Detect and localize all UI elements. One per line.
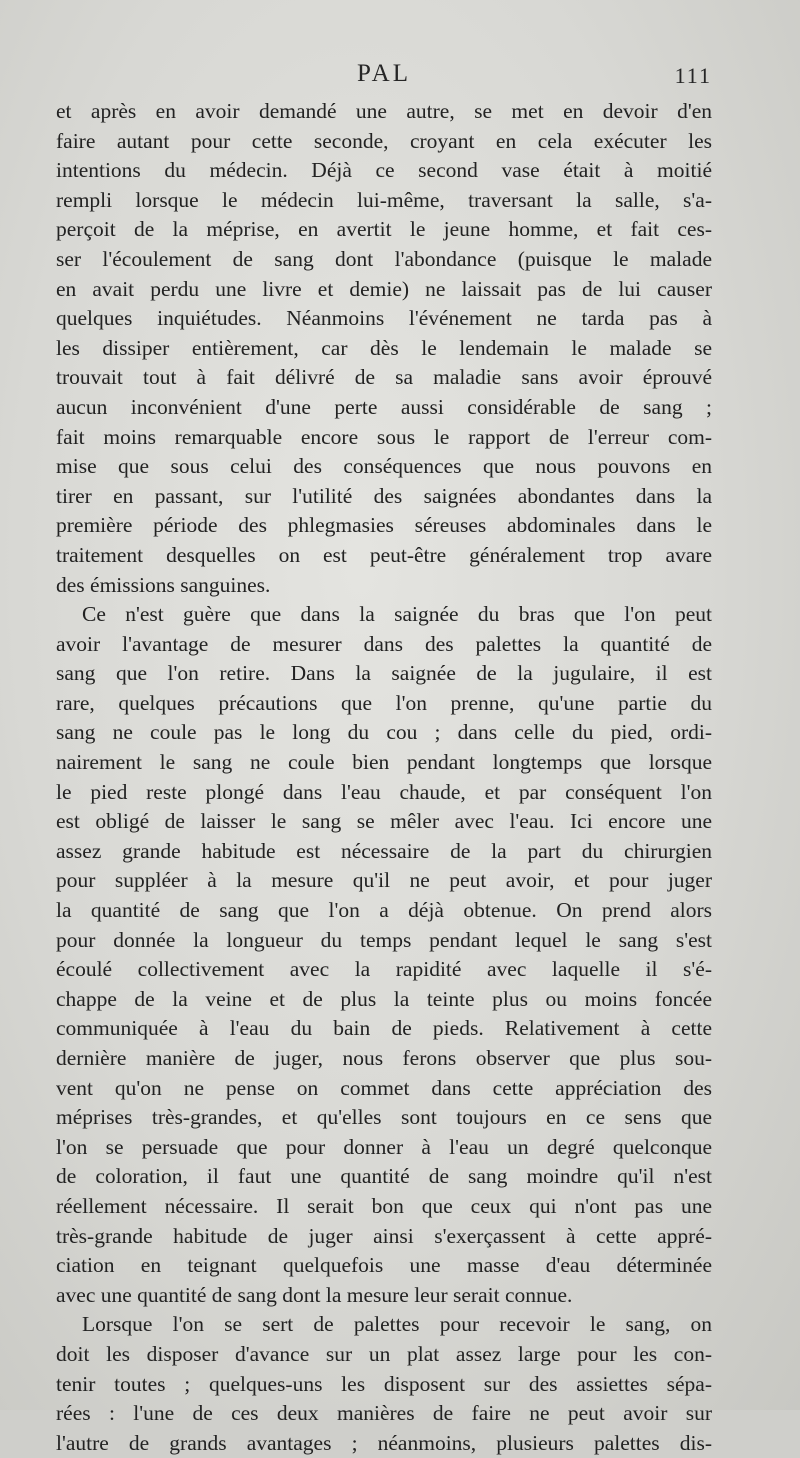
text-line: avec une quantité de sang dont la mesure leur serait connue. [56, 1282, 573, 1307]
text-line: l'on se persuade que pour donner à l'eau un degré quelconque [56, 1134, 712, 1159]
text-line: ciation en teignant quelquefois une masse d'eau déterminée [56, 1253, 712, 1278]
text-line: réellement nécessaire. Il serait bon que ceux qui n'ont pas une [56, 1193, 712, 1218]
text-line: rare, quelques précautions que l'on prenne, qu'une partie du [56, 690, 712, 715]
text-line: Ce n'est guère que dans la saignée du bras que l'on peut [82, 602, 712, 627]
running-head: PAL [357, 60, 411, 87]
text-line: nairement le sang ne coule bien pendant longtemps que lorsque [56, 750, 712, 775]
text-line: l'autre de grands avantages ; néanmoins, plusieurs palettes dis- [56, 1430, 712, 1455]
text-line: la quantité de sang que l'on a déjà obtenue. On prend alors [56, 898, 712, 923]
paragraph [56, 600, 712, 1310]
text-line: quelques inquiétudes. Néanmoins l'événement ne tarda pas à [56, 306, 712, 331]
text-line: assez grande habitude est nécessaire de la part du chirurgien [56, 838, 712, 863]
text-line: sang que l'on retire. Dans la saignée de la jugulaire, il est [56, 661, 712, 686]
paragraph [56, 97, 712, 600]
text-line: tenir toutes ; quelques-uns les disposent sur des assiettes sépa- [56, 1371, 712, 1396]
text-line: méprises très-grandes, et qu'elles sont toujours en ce sens que [56, 1105, 712, 1130]
text-line: écoulé collectivement avec la rapidité avec laquelle il s'é- [56, 957, 712, 982]
body-text [56, 97, 712, 1458]
text-line: en avait perdu une livre et demie) ne laissait pas de lui causer [56, 276, 712, 301]
text-line: ser l'écoulement de sang dont l'abondance (puisque le malade [56, 246, 712, 271]
text-line: Lorsque l'on se sert de palettes pour recevoir le sang, on [82, 1312, 712, 1337]
text-line: perçoit de la méprise, en avertit le jeune homme, et fait ces- [56, 217, 712, 242]
text-line: fait moins remarquable encore sous le rapport de l'erreur com- [56, 424, 712, 449]
text-line: les dissiper entièrement, car dès le lendemain le malade se [56, 335, 712, 360]
text-line: tirer en passant, sur l'utilité des saignées abondantes dans la [56, 483, 712, 508]
text-line: des émissions sanguines. [56, 572, 271, 597]
text-line: rempli lorsque le médecin lui-même, traversant la salle, s'a- [56, 187, 712, 212]
text-line: rées : l'une de ces deux manières de faire ne peut avoir sur [56, 1401, 712, 1426]
text-line: trouvait tout à fait délivré de sa maladie sans avoir éprouvé [56, 365, 712, 390]
text-line: aucun inconvénient d'une perte aussi considérable de sang ; [56, 394, 712, 419]
text-line: très-grande habitude de juger ainsi s'exerçassent à cette appré- [56, 1223, 712, 1248]
text-line: traitement desquelles on est peut-être généralement trop avare [56, 542, 712, 567]
text-line: pour suppléer à la mesure qu'il ne peut avoir, et pour juger [56, 868, 712, 893]
text-line: est obligé de laisser le sang se mêler avec l'eau. Ici encore une [56, 809, 712, 834]
text-line: communiquée à l'eau du bain de pieds. Relativement à cette [56, 1016, 712, 1041]
text-line: avoir l'avantage de mesurer dans des palettes la quantité de [56, 631, 712, 656]
text-line: pour donnée la longueur du temps pendant lequel le sang s'est [56, 927, 712, 952]
text-line: chappe de la veine et de plus la teinte plus ou moins foncée [56, 986, 712, 1011]
text-line: intentions du médecin. Déjà ce second vase était à moitié [56, 158, 712, 183]
text-line: dernière manière de juger, nous ferons observer que plus sou- [56, 1046, 712, 1070]
page-header [56, 60, 712, 94]
text-line: faire autant pour cette seconde, croyant en cela exécuter les [56, 128, 712, 153]
text-line: doit les disposer d'avance sur un plat assez large pour les con- [56, 1341, 712, 1366]
text-line: première période des phlegmasies séreuses abdominales dans le [56, 513, 712, 538]
page-number: 111 [674, 63, 712, 88]
text-line: de coloration, il faut une quantité de sang moindre qu'il n'est [56, 1164, 712, 1189]
text-line: le pied reste plongé dans l'eau chaude, et par conséquent l'on [56, 779, 712, 804]
text-line: vent qu'on ne pense on commet dans cette appréciation des [56, 1075, 712, 1100]
text-line: et après en avoir demandé une autre, se met en devoir d'en [56, 99, 712, 123]
paragraph [56, 1310, 712, 1458]
text-line: mise que sous celui des conséquences que nous pouvons en [56, 454, 712, 479]
text-line: sang ne coule pas le long du cou ; dans celle du pied, ordi- [56, 720, 712, 745]
